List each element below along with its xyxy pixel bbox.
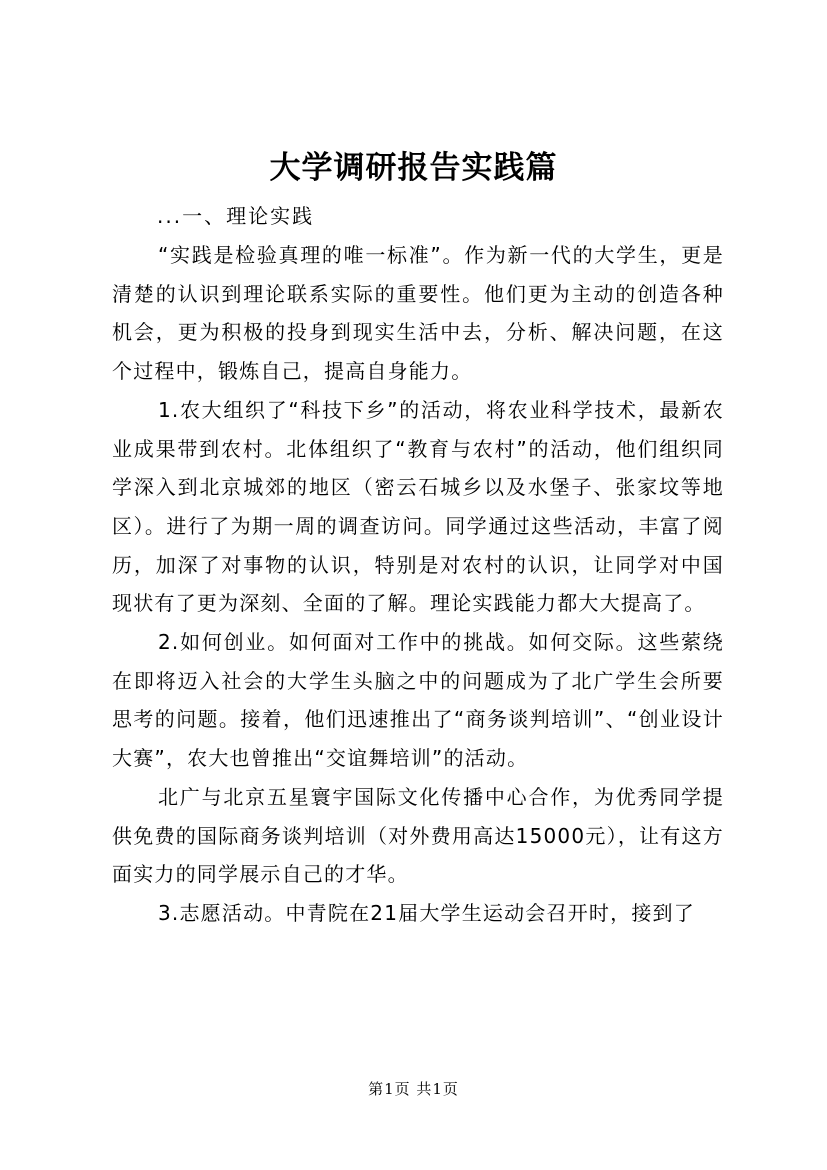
paragraph-cooperation: 北广与北京五星寰宇国际文化传播中心合作，为优秀同学提供免费的国际商务谈判培训（对外费用高达15000元），让有这方面实力的同学展示自己的才华。 [112,784,724,887]
paragraph-intro: “实践是检验真理的唯一标准”。作为新一代的大学生，更是清楚的认识到理论联系实际的重要性。他们更为主动的创造各种机会，更为积极的投身到现实生活中去，分析、解决问题，在这个过程中，锻炼自己，提高自身能力。 [112,243,724,384]
section-heading: ...一、理论实践 [157,204,315,228]
paragraph-item-3: 3.志愿活动。中青院在21届大学生运动会召开时，接到了 [158,900,695,925]
document-title: 大学调研报告实践篇 [269,150,558,186]
document-body [112,236,724,933]
page-footer: 第1页 共1页 [368,1080,459,1098]
paragraph-item-1: 1.农大组织了“科技下乡”的活动，将农业科学技术，最新农业成果带到农村。北体组织了“教育与农村”的活动，他们组织同学深入到北京城郊的地区（密云石城乡以及水堡子、张家坟等地区）。进行了为期一周的调查访问。同学通过这些活动，丰富了阅历，加深了对事物的认识，特别是对农村的认识，让同学对中国现状有了更为深刻、全面的了解。理论实践能力都大大提高了。 [112,397,724,616]
paragraph-item-2: 2.如何创业。如何面对工作中的挑战。如何交际。这些萦绕在即将迈入社会的大学生头脑之中的问题成为了北广学生会所要思考的问题。接着，他们迅速推出了“商务谈判培训”、“创业设计大赛”，农大也曾推出“交谊舞培训”的活动。 [112,630,724,771]
